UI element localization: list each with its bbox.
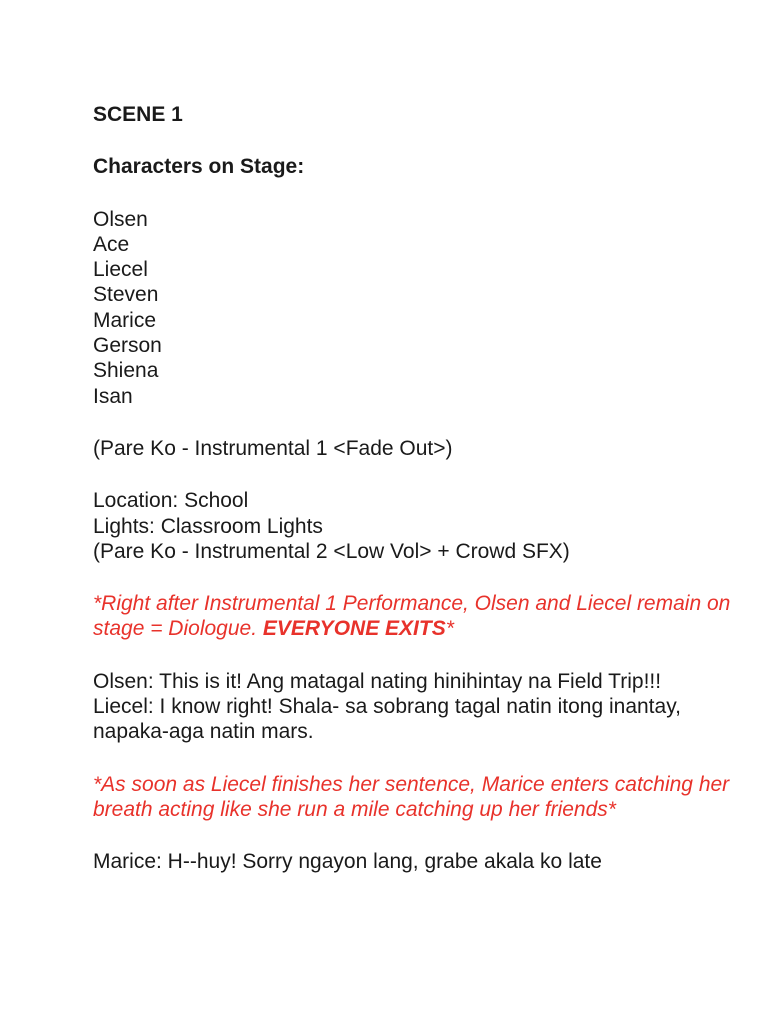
dialogue-line: Marice: H--huy! Sorry ngayon lang, grabe akala ko late bbox=[93, 850, 602, 874]
character-name: Marice bbox=[93, 308, 157, 332]
dialogue-line: Olsen: This is it! Ang matagal nating hinihintay na Field Trip!!! bbox=[93, 669, 662, 693]
location-line: Location: School bbox=[93, 489, 249, 513]
dialogue-line: Liecel: I know right! Shala- sa sobrang tagal natin itong inantay, napaka-aga natin mars. bbox=[93, 695, 681, 744]
stage-direction: *As soon as Liecel finishes her sentence, Marice enters catching her breath acting like she run a mile catching up her friends* bbox=[93, 772, 730, 821]
character-name: Steven bbox=[93, 283, 159, 307]
stage-direction-text: *Right after Instrumental 1 Performance, Olsen and Liecel remain on stage = Diologue. bbox=[93, 592, 731, 641]
stage-direction-emphasis: EVERYONE EXITS bbox=[262, 617, 446, 641]
music-cue: (Pare Ko - Instrumental 1 <Fade Out>) bbox=[93, 436, 453, 460]
character-name: Shiena bbox=[93, 359, 159, 383]
character-name: Gerson bbox=[93, 334, 162, 358]
characters-heading: Characters on Stage: bbox=[93, 155, 305, 179]
music-cue: (Pare Ko - Instrumental 2 <Low Vol> + Crowd SFX) bbox=[93, 539, 570, 563]
character-name: Olsen bbox=[93, 207, 148, 231]
scene-title: SCENE 1 bbox=[93, 103, 183, 126]
character-name: Ace bbox=[93, 232, 130, 256]
stage-direction bbox=[93, 591, 733, 642]
stage-direction-text: * bbox=[445, 617, 454, 641]
script-page bbox=[93, 102, 733, 875]
character-name: Liecel bbox=[93, 258, 148, 282]
character-name: Isan bbox=[93, 384, 133, 408]
character-list bbox=[93, 207, 733, 409]
lights-line: Lights: Classroom Lights bbox=[93, 514, 323, 538]
